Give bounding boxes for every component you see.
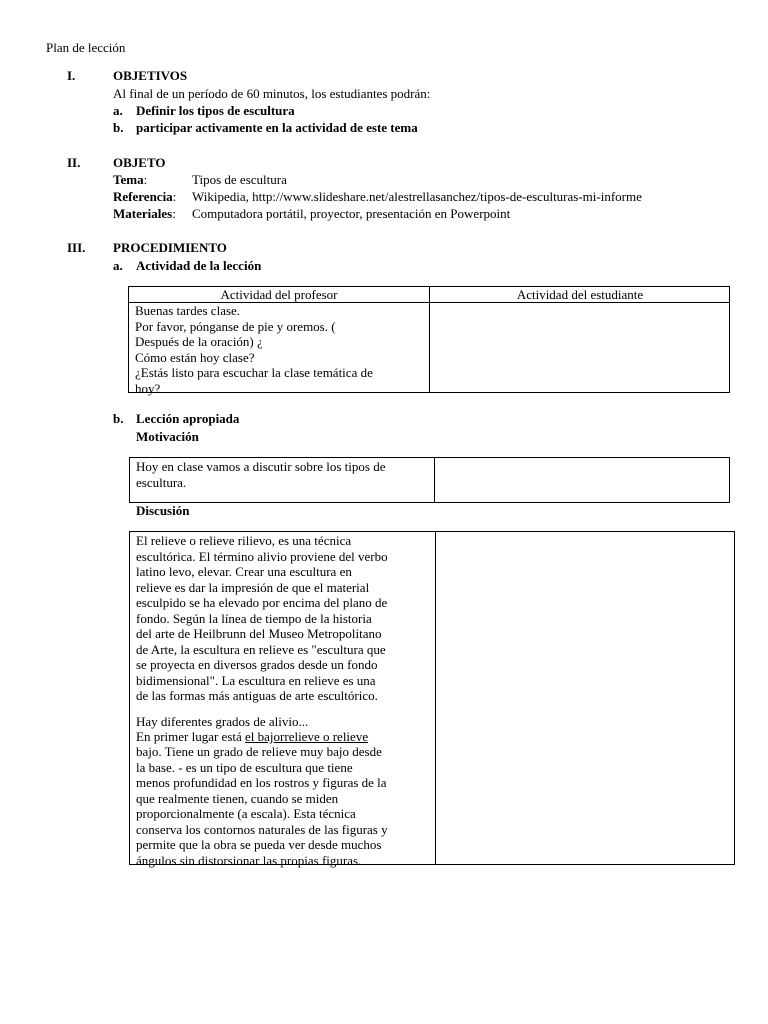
discussion-table — [129, 531, 735, 868]
teacher-activity-text: Buenas tardes clase. Por favor, pónganse de pie y oremos. ( Después de la oración) ¿ Cómo están hoy clase? ¿Estás listo para escuchar la clase temática de hoy? — [135, 303, 373, 396]
topic-row — [113, 172, 147, 188]
topic-value: Tipos de escultura — [192, 172, 287, 187]
section-3-heading: PROCEDIMIENTO — [113, 240, 227, 255]
reference-sep: : — [172, 189, 177, 204]
objective-a-text: Definir los tipos de escultura — [136, 103, 295, 118]
motivation-text: Hoy en clase vamos a discutir sobre los tipos de escultura. — [136, 459, 386, 490]
motivation-divider — [434, 458, 435, 502]
objective-b-text: participar activamente en la actividad de este tema — [136, 120, 418, 135]
section-2-heading: OBJETO — [113, 155, 166, 170]
discussion-paragraph-2-intro: Hay diferentes grados de alivio... — [136, 714, 309, 729]
objectives-intro: Al final de un período de 60 minutos, los estudiantes podrán: — [113, 86, 431, 101]
discussion-paragraph-2-rest: bajo. Tiene un grado de relieve muy bajo desde la base. - es un tipo de escultura que tiene menos profundidad en los rostros y figuras de la que realmente tienen, cuando se miden proporcionalmente (a escala). Esta técnica conserva los contornos naturales de las figuras y permite que la obra se pueda ver desde muchos ángulos sin distorsionar las propias figuras. — [136, 744, 388, 868]
section-1-number: I. — [67, 68, 76, 83]
section-2-number: II. — [67, 155, 81, 170]
document-title: Plan de lección — [46, 40, 126, 55]
objective-a-mark: a. — [113, 103, 123, 118]
teacher-activity-header: Actividad del profesor — [220, 287, 338, 302]
section-3-number: III. — [67, 240, 86, 255]
student-activity-header: Actividad del estudiante — [516, 287, 644, 302]
topic-label: Tema — [113, 172, 144, 187]
reference-label: Referencia — [113, 189, 173, 204]
motivation-title: Motivación — [136, 429, 199, 444]
discussion-divider — [435, 532, 436, 864]
discussion-paragraph-1: El relieve o relieve rilievo, es una técnica escultórica. El término alivio proviene del verbo latino levo, elevar. Crear una escultura en relieve es dar la impresión de que el material esculpido se ha elevado por encima del plano de fondo. Según la línea de tiempo de la historia del arte de Heilbrunn del Museo Metropolitano de Arte, la escultura en relieve es "escultura que se proyecta en diversos grados desde un fondo bidimensional". La escultura en relieve es una de las formas más antiguas de arte escultórico. — [136, 533, 388, 703]
lesson-activity-table — [128, 286, 730, 396]
materials-value: Computadora portátil, proyector, presentación en Powerpoint — [192, 206, 511, 221]
materials-label: Materiales — [113, 206, 173, 221]
bas-relief-link[interactable]: el bajorrelieve o relieve — [245, 729, 369, 744]
subsection-a-mark: a. — [113, 258, 123, 273]
reference-value: Wikipedia, http://www.slideshare.net/alestrellasanchez/tipos-de-esculturas-mi-informe — [192, 189, 642, 204]
materials-sep: : — [172, 206, 176, 221]
objective-b-mark: b. — [113, 120, 124, 135]
topic-sep: : — [143, 172, 148, 187]
discussion-pre-link: En primer lugar está — [136, 729, 246, 744]
discussion-title: Discusión — [136, 503, 190, 518]
section-1-heading: OBJETIVOS — [113, 68, 188, 83]
reference-row — [113, 189, 176, 205]
discussion-paragraph-2-line — [136, 729, 368, 745]
subsection-a-title: Actividad de la lección — [136, 258, 262, 273]
materials-row — [113, 206, 176, 222]
motivation-table — [129, 457, 730, 503]
subsection-b-mark: b. — [113, 411, 124, 426]
subsection-b-title: Lección apropiada — [136, 411, 240, 426]
